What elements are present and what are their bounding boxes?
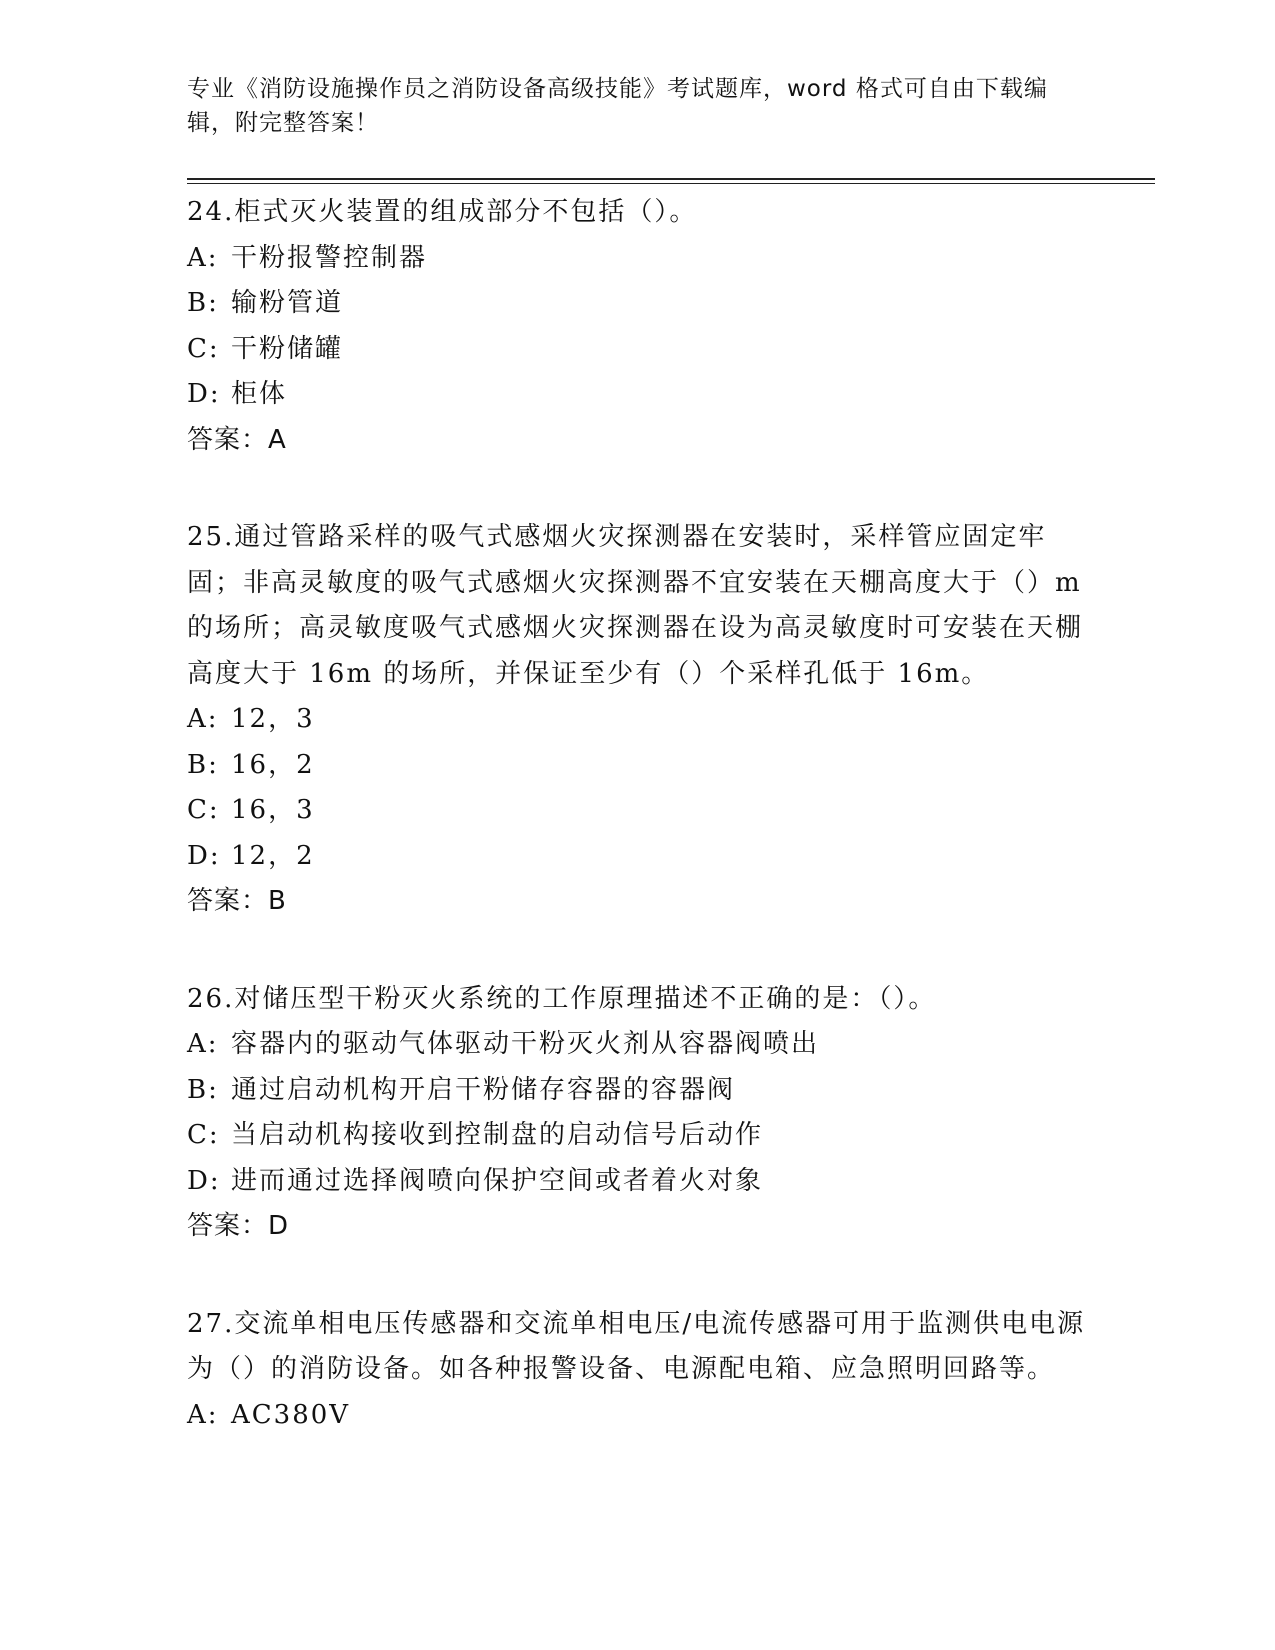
option-text: 进而通过选择阀喷向保护空间或者着火对象 — [231, 1165, 764, 1196]
question-24 — [187, 190, 1087, 463]
option-key: A: — [187, 242, 219, 273]
option-d — [187, 1159, 1087, 1205]
option-a — [187, 236, 1087, 282]
option-d — [187, 834, 1087, 880]
option-text: 16，3 — [231, 795, 315, 825]
answer-line: 答案：A — [187, 424, 287, 455]
question-stem: 25.通过管路采样的吸气式感烟火灾探测器在安装时，采样管应固定牢固；非高灵敏度的吸气式感烟火灾探测器不宜安装在天棚高度大于（）m 的场所；高灵敏度吸气式感烟火灾探测器在设为高灵敏度时可安装在天棚高度大于 16m 的场所，并保证至少有（）个采样孔低于 16m。 — [187, 522, 1084, 689]
option-a — [187, 1022, 1087, 1068]
option-text: 12，3 — [231, 704, 315, 734]
option-text: AC380V — [231, 1399, 351, 1430]
option-text: 16，2 — [231, 749, 315, 780]
option-key: B: — [187, 1074, 219, 1105]
option-text: 干粉储罐 — [231, 333, 344, 364]
option-text: 柜体 — [231, 379, 288, 409]
option-key: B: — [187, 749, 219, 780]
document-header: 专业《消防设施操作员之消防设备高级技能》考试题库，word 格式可自由下载编辑，附完整答案！ — [187, 76, 1048, 136]
option-key: D: — [187, 1165, 221, 1196]
question-list — [187, 190, 1087, 1490]
question-stem: 27.交流单相电压传感器和交流单相电压/电流传感器可用于监测供电电源为（）的消防设备。如各种报警设备、电源配电箱、应急照明回路等。 — [187, 1308, 1086, 1384]
answer-line: 答案：B — [187, 886, 287, 916]
option-b — [187, 743, 1087, 789]
option-c — [187, 327, 1087, 373]
option-key: B: — [187, 288, 219, 318]
question-25 — [187, 515, 1087, 925]
answer-line: 答案：D — [187, 1211, 290, 1241]
option-d — [187, 372, 1087, 418]
option-c — [187, 1113, 1087, 1159]
option-key: A: — [187, 704, 219, 734]
option-b — [187, 1068, 1087, 1114]
option-key: A: — [187, 1029, 219, 1059]
option-key: C: — [187, 333, 220, 364]
option-a — [187, 1393, 1087, 1439]
option-text: 输粉管道 — [231, 288, 344, 318]
option-b — [187, 281, 1087, 327]
question-stem: 26.对储压型干粉灭火系统的工作原理描述不正确的是：（）。 — [187, 983, 937, 1014]
option-key: D: — [187, 379, 221, 409]
option-key: C: — [187, 1120, 220, 1150]
header-divider-thick — [187, 178, 1155, 180]
option-key: C: — [187, 795, 220, 825]
option-c — [187, 788, 1087, 834]
option-a — [187, 697, 1087, 743]
option-text: 通过启动机构开启干粉储存容器的容器阀 — [231, 1074, 736, 1105]
option-text: 12，2 — [231, 840, 315, 871]
header-divider-thin — [187, 183, 1155, 184]
question-stem: 24.柜式灭火装置的组成部分不包括（）。 — [187, 197, 698, 227]
option-key: A: — [187, 1399, 219, 1430]
question-27 — [187, 1302, 1087, 1439]
question-26 — [187, 977, 1087, 1250]
option-key: D: — [187, 840, 221, 871]
option-text: 容器内的驱动气体驱动干粉灭火剂从容器阀喷出 — [231, 1029, 820, 1059]
option-text: 当启动机构接收到控制盘的启动信号后动作 — [231, 1120, 764, 1150]
option-text: 干粉报警控制器 — [231, 242, 428, 273]
